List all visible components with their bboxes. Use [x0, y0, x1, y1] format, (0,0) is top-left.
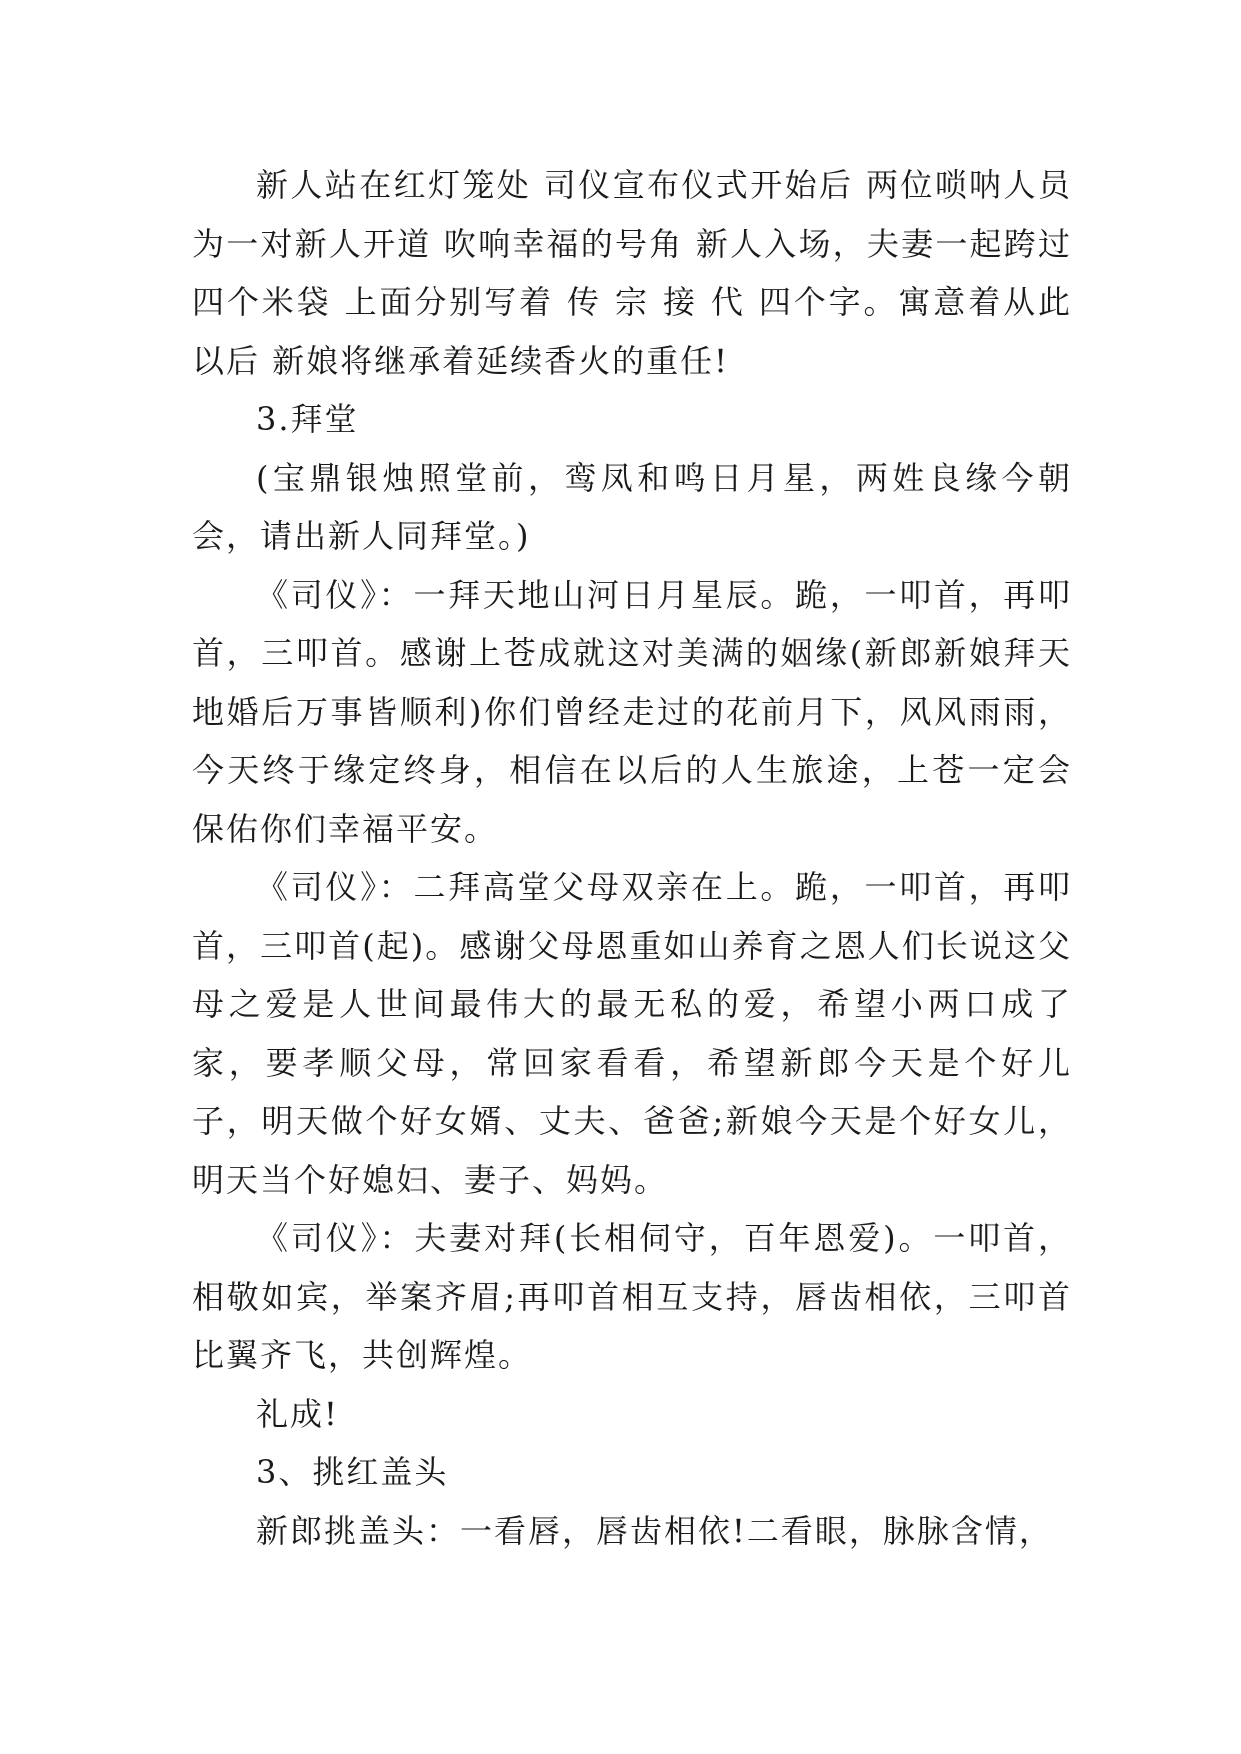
- section-heading-veil: 3、挑红盖头: [256, 1453, 449, 1491]
- paragraph-second-bow: 《司仪》：二拜高堂父母双亲在上。跪，一叩首，再叩首，三叩首(起)。感谢父母恩重如山养育之恩人们长说这父母之爱是人世间最伟大的最无私的爱，希望小两口成了家，要孝顺父母，常回家看看，希望新郎今天是个好儿子，明天做个好女婿、丈夫、爸爸;新娘今天是个好女儿，明天当个好媳妇、妻子、妈妈。: [192, 868, 1072, 1199]
- paragraph-first-bow: 《司仪》：一拜天地山河日月星辰。跪，一叩首，再叩首，三叩首。感谢上苍成就这对美满的姻缘(新郎新娘拜天地婚后万事皆顺利)你们曾经走过的花前月下，风风雨雨，今天终于缘定终身，相信在以后的人生旅途，上苍一定会保佑你们幸福平安。: [192, 575, 1072, 848]
- section-heading-bai-tang: 3.拜堂: [256, 400, 359, 438]
- paragraph-ceremony-complete: 礼成!: [256, 1394, 339, 1433]
- paragraph-lift-veil: 新郎挑盖头：一看唇，唇齿相依!二看眼，脉脉含情，: [256, 1511, 1053, 1550]
- paragraph-third-bow: 《司仪》：夫妻对拜(长相伺守，百年恩爱)。一叩首，相敬如宾，举案齐眉;再叩首相互支持，唇齿相依，三叩首比翼齐飞，共创辉煌。: [192, 1219, 1072, 1374]
- document-page: [192, 156, 1072, 1560]
- paragraph-procession: 新人站在红灯笼处 司仪宣布仪式开始后 两位唢呐人员为一对新人开道 吹响幸福的号角 新人入场，夫妻一起跨过四个米袋 上面分别写着 传 宗 接 代 四个字。寓意着从此以后 新娘将继承着延续香火的重任!: [192, 166, 1072, 380]
- paragraph-verse: (宝鼎银烛照堂前，鸾凤和鸣日月星，两姓良缘今朝会，请出新人同拜堂。): [192, 458, 1072, 555]
